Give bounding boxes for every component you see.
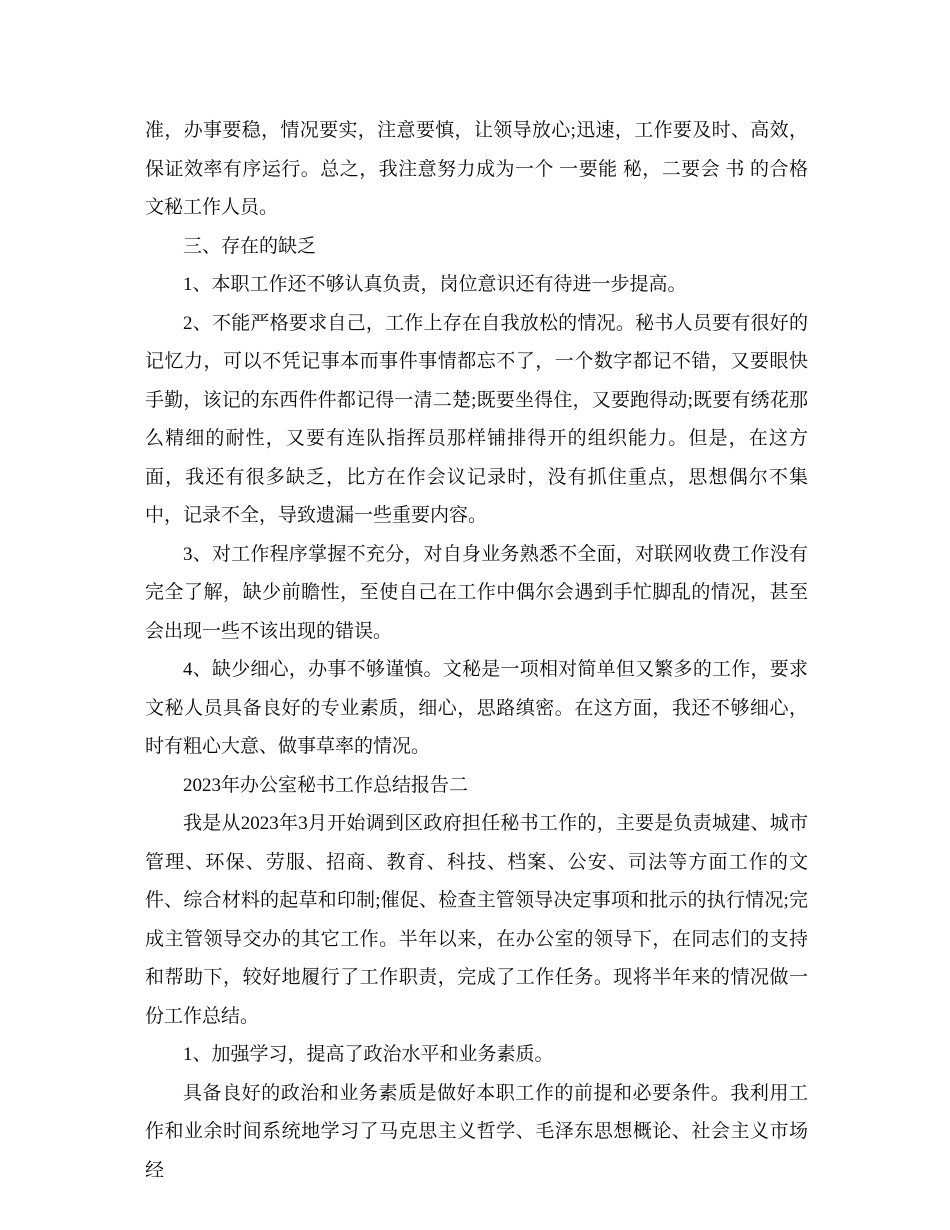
- document-body: [145, 112, 808, 1190]
- paragraph: 我是从2023年3月开始调到区政府担任秘书工作的，主要是负责城建、城市管理、环保、劳服、招商、教育、科技、档案、公安、司法等方面工作的文件、综合材料的起草和印制;催促、检查主管领导决定事项和批示的执行情况;完成主管领导交办的其它工作。半年以来，在办公室的领导下，在同志们的支持和帮助下，较好地履行了工作职责，完成了工作任务。现将半年来的情况做一份工作总结。: [145, 813, 808, 1027]
- paragraph: 2023年办公室秘书工作总结报告二: [183, 774, 469, 796]
- paragraph: 1、加强学习，提高了政治水平和业务素质。: [183, 1044, 554, 1065]
- paragraph: 2、不能严格要求自己，工作上存在自我放松的情况。秘书人员要有很好的记忆力，可以不凭记事本而事件事情都忘不了，一个数字都记不错，又要眼快手勤，该记的东西件件都记得一清二楚;既要坐得住，又要跑得动;既要有绣花那么精细的耐性，又要有连队指挥员那样铺排得开的组织能力。但是，在这方面，我还有很多缺乏，比方在作会议记录时，没有抓住重点，思想偶尔不集中，记录不全，导致遗漏一些重要内容。: [145, 312, 808, 526]
- paragraph: 三、存在的缺乏: [183, 235, 317, 257]
- paragraph: 具备良好的政治和业务素质是做好本职工作的前提和必要条件。我利用工作和业余时间系统地学习了马克思主义哲学、毛泽东思想概论、社会主义市场经: [145, 1082, 808, 1181]
- paragraph: 准，办事要稳，情况要实，注意要慎，让领导放心;迅速，工作要及时、高效，保证效率有序运行。总之，我注意努力成为一个 一要能 秘，二要会 书 的合格文秘工作人员。: [145, 120, 808, 218]
- paragraph: 3、对工作程序掌握不充分，对自身业务熟悉不全面，对联网收费工作没有完全了解，缺少前瞻性，至使自己在工作中偶尔会遇到手忙脚乱的情况，甚至会出现一些不该出现的错误。: [145, 543, 808, 642]
- paragraph: 4、缺少细心，办事不够谨慎。文秘是一项相对简单但又繁多的工作，要求文秘人员具备良好的专业素质，细心，思路缜密。在这方面，我还不够细心，时有粗心大意、做事草率的情况。: [145, 659, 808, 757]
- paragraph: 1、本职工作还不够认真负责，岗位意识还有待进一步提高。: [183, 274, 687, 295]
